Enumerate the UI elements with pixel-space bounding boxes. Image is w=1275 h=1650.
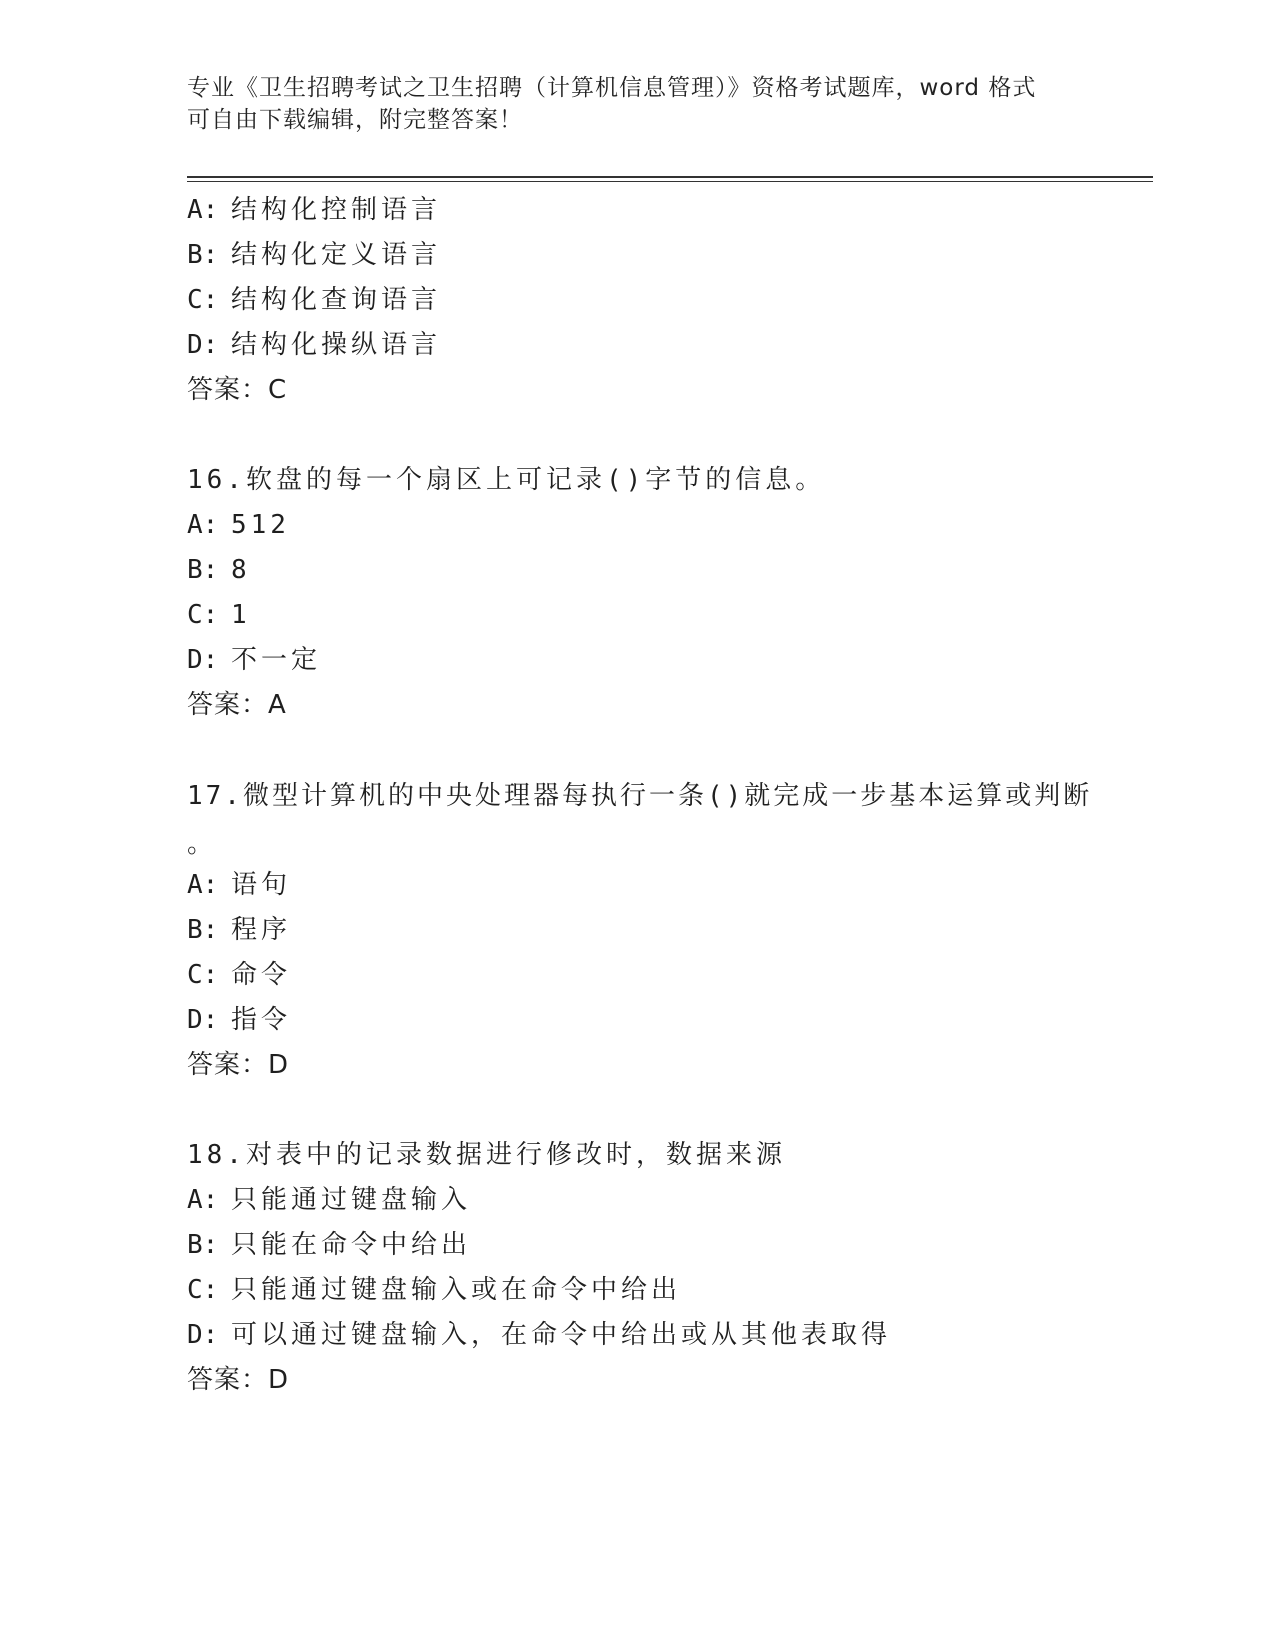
q17-option-b: B: 程序	[187, 915, 292, 945]
header-divider-thick	[187, 176, 1153, 178]
q18-option-b: B: 只能在命令中给出	[187, 1230, 472, 1260]
q17-option-c: C: 命令	[187, 960, 292, 990]
q17-question: 17.微型计算机的中央处理器每执行一条()就完成一步基本运算或判断	[187, 781, 1093, 811]
page-header	[187, 72, 1067, 136]
q18-option-d: D: 可以通过键盘输入，在命令中给出或从其他表取得	[187, 1320, 892, 1350]
q17-question-continuation: 。	[187, 829, 218, 859]
q16-question: 16.软盘的每一个扇区上可记录()字节的信息。	[187, 465, 826, 495]
q17-answer: 答案：D	[187, 1050, 290, 1080]
header-divider-thin	[187, 181, 1153, 182]
q16-answer: 答案：A	[187, 690, 287, 720]
q16-option-d: D: 不一定	[187, 645, 322, 675]
q18-option-c: C: 只能通过键盘输入或在命令中给出	[187, 1275, 682, 1305]
q15-option-c: C: 结构化查询语言	[187, 285, 442, 315]
header-line-2: 可自由下载编辑，附完整答案！	[187, 107, 523, 133]
q15-answer: 答案：C	[187, 375, 288, 405]
q16-option-a: A: 512	[187, 510, 290, 540]
q15-option-b: B: 结构化定义语言	[187, 240, 442, 270]
q16-option-c: C: 1	[187, 600, 251, 630]
q16-option-b: B: 8	[187, 555, 251, 585]
q15-option-d: D: 结构化操纵语言	[187, 330, 442, 360]
q17-option-a: A: 语句	[187, 870, 292, 900]
q18-option-a: A: 只能通过键盘输入	[187, 1185, 472, 1215]
header-line-1: 专业《卫生招聘考试之卫生招聘（计算机信息管理）》资格考试题库，word 格式	[187, 75, 1037, 101]
q18-answer: 答案：D	[187, 1365, 290, 1395]
q17-option-d: D: 指令	[187, 1005, 292, 1035]
q18-question: 18.对表中的记录数据进行修改时，数据来源	[187, 1140, 786, 1170]
q15-option-a: A: 结构化控制语言	[187, 195, 442, 225]
